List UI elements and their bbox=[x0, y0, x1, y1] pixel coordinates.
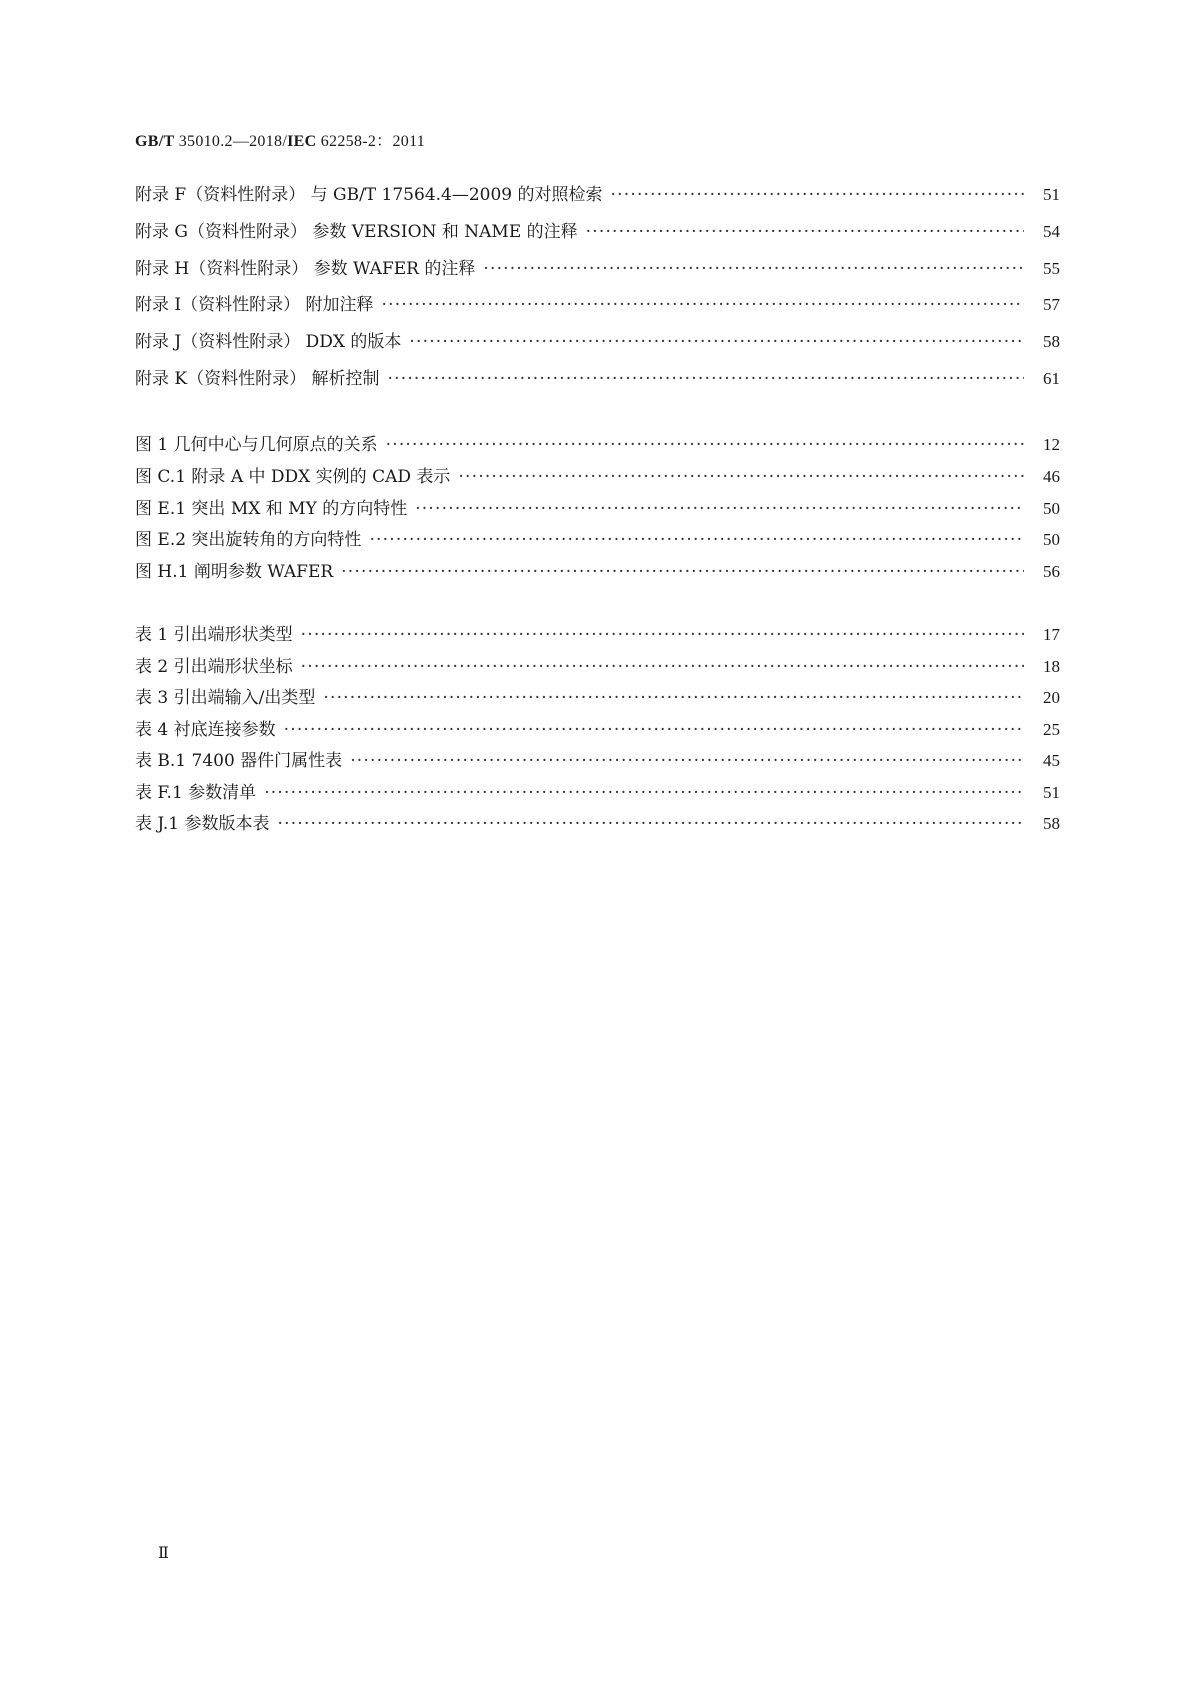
toc-entry[interactable] bbox=[135, 683, 1060, 715]
toc-entry-title: 图 E.1 突出 MX 和 MY 的方向特性 bbox=[135, 498, 408, 519]
toc-entry-title: 图 C.1 附录 A 中 DDX 实例的 CAD 表示 bbox=[135, 466, 451, 487]
toc-entry[interactable] bbox=[135, 778, 1060, 810]
toc-leader-dots bbox=[586, 222, 1024, 242]
toc-entry-title: 附录 G（资料性附录） 参数 VERSION 和 NAME 的注释 bbox=[135, 221, 578, 242]
toc-leader-dots bbox=[386, 435, 1024, 455]
toc-entry-page: 61 bbox=[1043, 368, 1060, 388]
toc-leader-dots bbox=[409, 332, 1024, 352]
toc-entry-title: 表 F.1 参数清单 bbox=[135, 782, 257, 803]
toc-entry-page: 58 bbox=[1043, 332, 1060, 352]
standard-number: 35010.2—2018/ bbox=[174, 133, 288, 150]
toc-entry-title: 附录 I（资料性附录） 附加注释 bbox=[135, 295, 374, 316]
toc-entry[interactable] bbox=[135, 715, 1060, 747]
toc-entry[interactable] bbox=[135, 327, 1060, 364]
toc-leader-dots bbox=[415, 499, 1024, 519]
toc-entry-title: 附录 K（资料性附录） 解析控制 bbox=[135, 368, 380, 389]
toc-entry-title: 表 1 引出端形状类型 bbox=[135, 625, 293, 645]
toc-leader-dots bbox=[369, 530, 1024, 550]
toc-entry[interactable] bbox=[135, 557, 1060, 589]
toc-entry[interactable] bbox=[135, 364, 1060, 401]
toc-leader-dots bbox=[382, 295, 1024, 315]
toc-leader-dots bbox=[350, 751, 1024, 771]
toc-entry-title: 表 2 引出端形状坐标 bbox=[135, 656, 293, 677]
toc-entry-title: 附录 H（资料性附录） 参数 WAFER 的注释 bbox=[135, 258, 476, 279]
toc-leader-dots bbox=[264, 783, 1024, 803]
toc-entry-title: 图 H.1 阐明参数 WAFER bbox=[135, 562, 334, 583]
toc-entry[interactable] bbox=[135, 809, 1060, 841]
toc-entry-page: 50 bbox=[1043, 530, 1060, 550]
iec-number: 62258-2：2011 bbox=[316, 133, 426, 150]
toc-entry-page: 17 bbox=[1043, 625, 1060, 644]
toc-entry[interactable] bbox=[135, 620, 1060, 652]
toc-leader-dots bbox=[611, 185, 1024, 205]
toc-entry[interactable] bbox=[135, 746, 1060, 778]
toc-entry[interactable] bbox=[135, 462, 1060, 494]
toc-entry-page: 18 bbox=[1043, 656, 1060, 676]
toc-entry-page: 58 bbox=[1043, 814, 1060, 833]
document-header bbox=[135, 128, 425, 151]
toc-leader-dots bbox=[323, 688, 1024, 708]
toc-entry-title: 表 B.1 7400 器件门属性表 bbox=[135, 751, 343, 771]
toc-entry[interactable] bbox=[135, 652, 1060, 684]
toc-entry[interactable] bbox=[135, 290, 1060, 327]
toc-entry[interactable] bbox=[135, 217, 1060, 254]
toc-entry-page: 12 bbox=[1043, 435, 1060, 454]
toc-annex-list bbox=[135, 180, 1060, 401]
toc-leader-dots bbox=[483, 259, 1024, 279]
toc-figure-list bbox=[135, 430, 1060, 589]
toc-entry-page: 50 bbox=[1043, 498, 1060, 518]
toc-entry-page: 20 bbox=[1043, 688, 1060, 707]
toc-leader-dots bbox=[278, 814, 1024, 834]
toc-entry-page: 46 bbox=[1043, 466, 1060, 486]
toc-entry-page: 51 bbox=[1043, 185, 1060, 204]
toc-entry-title: 表 4 衬底连接参数 bbox=[135, 719, 276, 740]
toc-leader-dots bbox=[458, 467, 1024, 487]
toc-entry-page: 45 bbox=[1043, 751, 1060, 770]
toc-entry-title: 表 3 引出端输入/出类型 bbox=[135, 688, 316, 708]
toc-entry[interactable] bbox=[135, 494, 1060, 526]
standard-prefix: GB/T bbox=[135, 133, 175, 150]
iec-prefix: IEC bbox=[287, 133, 317, 150]
toc-entry-page: 57 bbox=[1043, 295, 1060, 315]
toc-leader-dots bbox=[284, 720, 1024, 740]
toc-leader-dots bbox=[341, 562, 1024, 582]
toc-entry-page: 25 bbox=[1043, 719, 1060, 739]
toc-leader-dots bbox=[301, 657, 1024, 677]
toc-leader-dots bbox=[301, 625, 1024, 645]
toc-entry-page: 55 bbox=[1043, 258, 1060, 278]
toc-entry-title: 图 1 几何中心与几何原点的关系 bbox=[135, 435, 378, 455]
toc-entry-title: 表 J.1 参数版本表 bbox=[135, 814, 270, 834]
toc-entry-title: 附录 J（资料性附录） DDX 的版本 bbox=[135, 332, 402, 353]
toc-entry-page: 56 bbox=[1043, 562, 1060, 582]
toc-entry[interactable] bbox=[135, 525, 1060, 557]
toc-entry-page: 54 bbox=[1043, 221, 1060, 241]
toc-table-list bbox=[135, 620, 1060, 841]
toc-entry[interactable] bbox=[135, 254, 1060, 291]
toc-entry-title: 图 E.2 突出旋转角的方向特性 bbox=[135, 530, 362, 551]
toc-entry-page: 51 bbox=[1043, 782, 1060, 802]
page-number: Ⅱ bbox=[158, 1545, 169, 1562]
toc-leader-dots bbox=[388, 369, 1024, 389]
toc-entry[interactable] bbox=[135, 180, 1060, 217]
toc-entry[interactable] bbox=[135, 430, 1060, 462]
toc-entry-title: 附录 F（资料性附录） 与 GB/T 17564.4—2009 的对照检索 bbox=[135, 185, 603, 205]
